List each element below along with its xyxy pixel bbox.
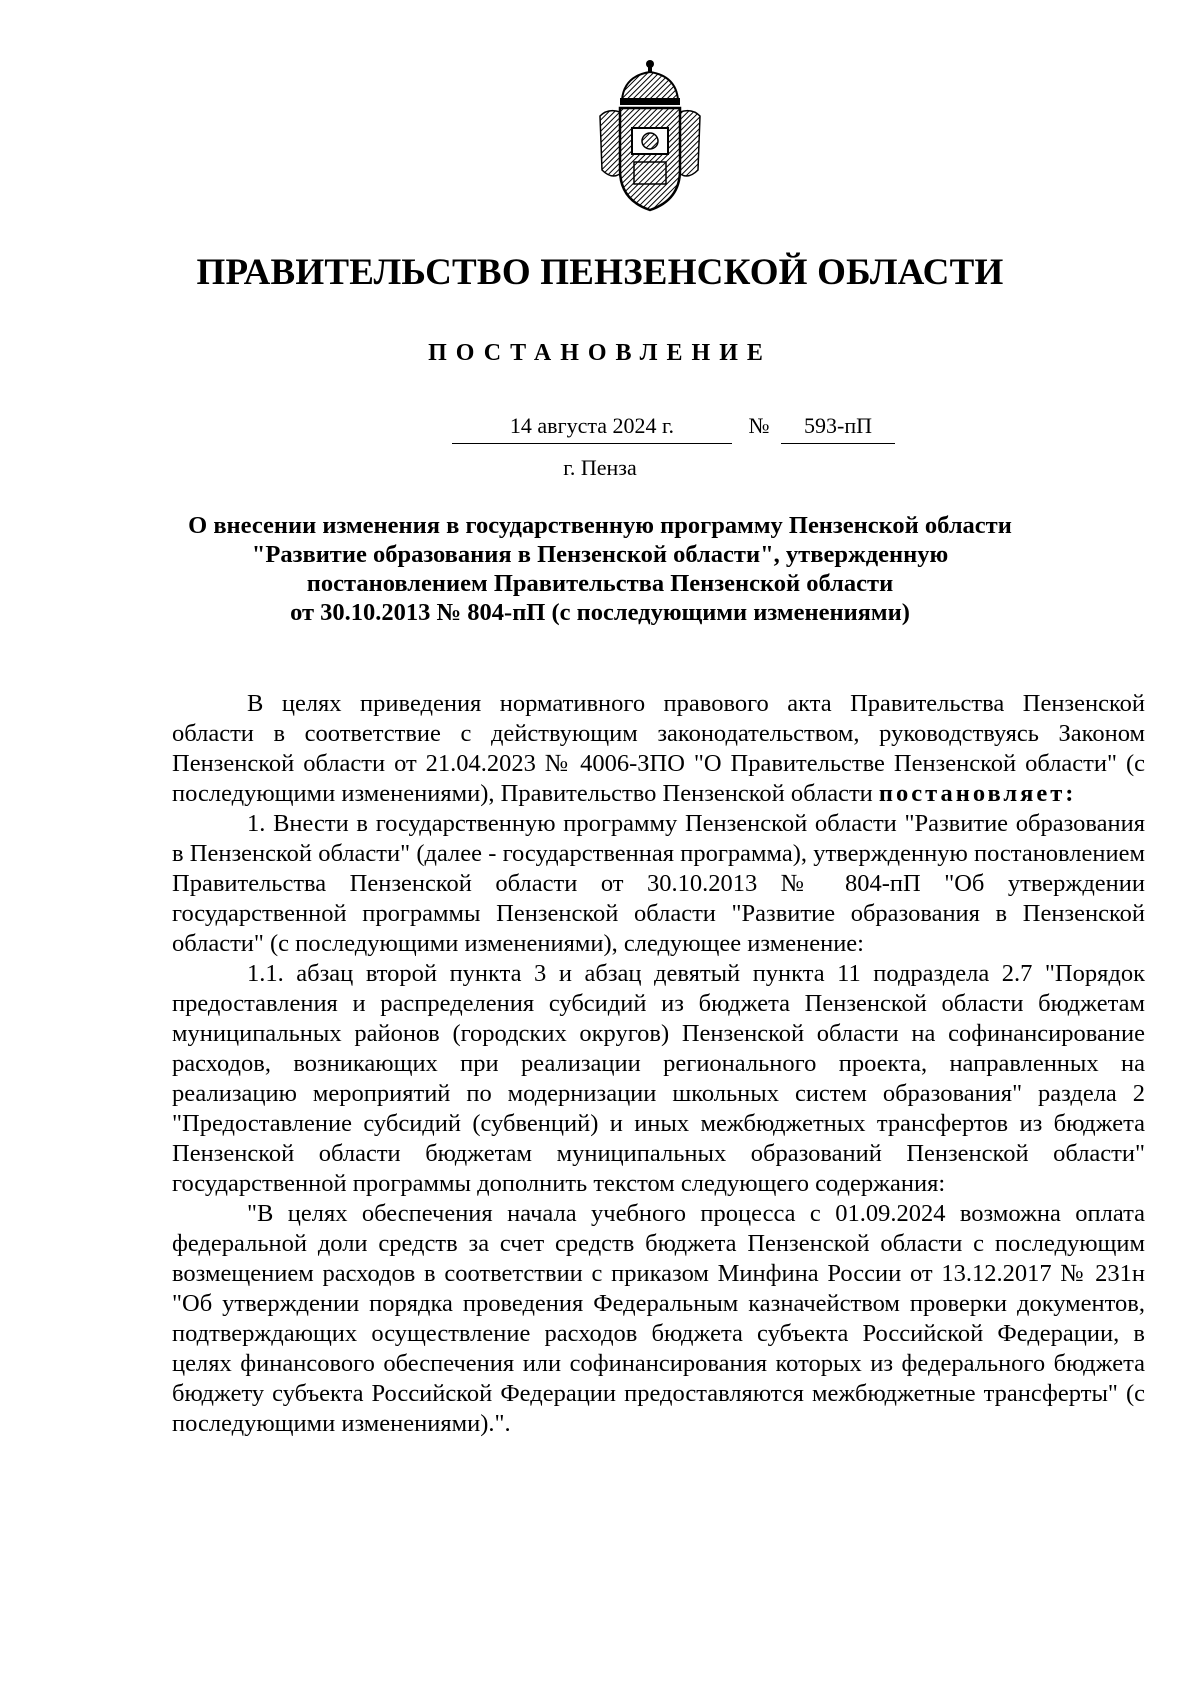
item-1-paragraph: 1. Внести в государственную программу Пензенской области "Развитие образования в Пензенской области" (далее - государственная программа), утвержденную постановлением Правительства Пензенской области от 30.10.2013 № 804-пП "Об утверждении государственной программы Пензенской области "Развитие образования в Пензенской области" (с последующими изменениями), следующее изменение: bbox=[172, 810, 1145, 957]
subject-line: "Развитие образования в Пензенской области", утвержденную bbox=[251, 541, 949, 568]
preamble-paragraph bbox=[172, 689, 1145, 809]
subject-line: постановлением Правительства Пензенской области bbox=[306, 570, 894, 597]
decree-body bbox=[172, 689, 1145, 1439]
coat-of-arms-emblem bbox=[594, 58, 706, 214]
quoted-text-paragraph: "В целях обеспечения начала учебного процесса с 01.09.2024 возможна оплата федеральной доли средств за счет средств бюджета Пензенской области с последующим возмещением расходов в соответствии с приказом Минфина России от 13.12.2017 № 231н "Об утверждении порядка проведения Федеральным казначейством проверки документов, подтверждающих осуществление расходов бюджета субъекта Российской Федерации, в целях финансового обеспечения или софинансирования которых из федерального бюджета бюджету субъекта Российской Федерации предоставляются межбюджетные трансферты" (с последующими изменениями).". bbox=[172, 1200, 1145, 1437]
item-1-1-paragraph: 1.1. абзац второй пункта 3 и абзац девятый пункта 11 подраздела 2.7 "Порядок предоставления и распределения субсидий из бюджета Пензенской области бюджетам муниципальных районов (городских округов) Пензенской области на софинансирование расходов, возникающих при реализации регионального проекта, направленных на реализацию мероприятий по модернизации школьных систем образования" раздела 2 "Предоставление субсидий (субвенций) и иных межбюджетных трансфертов из бюджета Пензенской области бюджетам муниципальных образований Пензенской области" государственной программы дополнить текстом следующего содержания: bbox=[172, 960, 1145, 1197]
resolves-word: постановляет: bbox=[878, 780, 1077, 807]
decree-date: 14 августа 2024 г. bbox=[452, 413, 732, 444]
subject-line: О внесении изменения в государственную программу Пензенской области bbox=[188, 512, 1012, 539]
preamble-text: В целях приведения нормативного правового акта Правительства Пензенской области в соответствие с действующим законодательством, руководствуясь Законом Пензенской области от 21.04.2023 № 4006-ЗПО "О Правительстве Пензенской области" (с последующими изменениями), Правительство Пензенской области bbox=[172, 690, 1145, 807]
number-sign: № bbox=[748, 413, 770, 438]
subject-line: от 30.10.2013 № 804-пП (с последующими изменениями) bbox=[290, 599, 910, 626]
decree-number: 593-пП bbox=[781, 413, 895, 444]
city-line: г. Пенза bbox=[563, 455, 637, 480]
government-title: ПРАВИТЕЛЬСТВО ПЕНЗЕНСКОЙ ОБЛАСТИ bbox=[196, 252, 1004, 293]
decree-subject bbox=[150, 511, 1050, 627]
decree-title: ПОСТАНОВЛЕНИЕ bbox=[428, 340, 772, 366]
